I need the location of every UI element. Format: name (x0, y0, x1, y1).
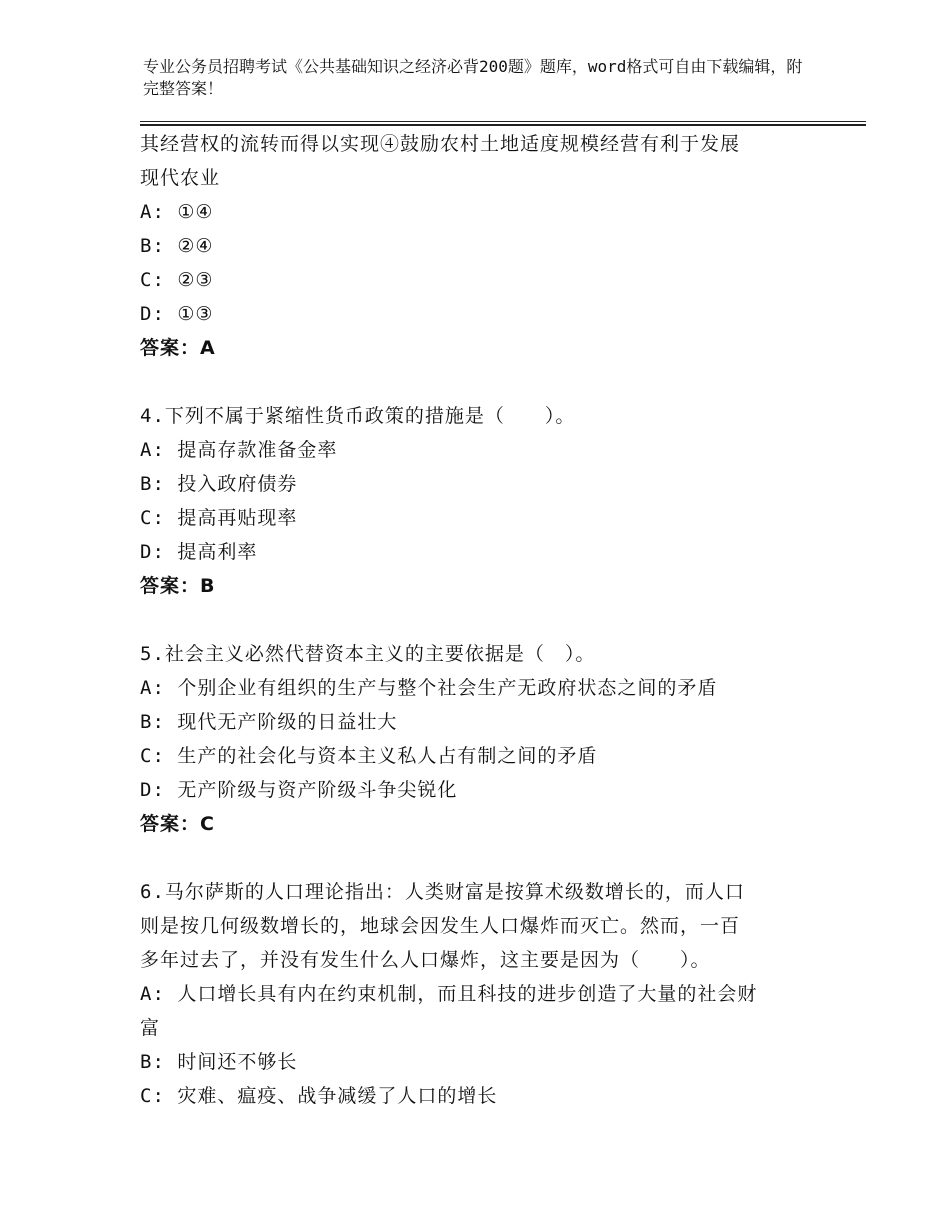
question-6-stem-line: 6.马尔萨斯的人口理论指出：人类财富是按算术级数增长的，而人口 (140, 881, 745, 903)
option-a: A: ①④ (140, 201, 214, 223)
question-stem-line: 现代农业 (140, 167, 221, 189)
option-a: A: 人口增长具有内在约束机制，而且科技的进步创造了大量的社会财 (140, 983, 758, 1005)
answer-line: 答案：B (140, 575, 216, 597)
option-d: D: ①③ (140, 303, 214, 325)
option-b: B: 时间还不够长 (140, 1051, 298, 1073)
option-c: C: 灾难、瘟疫、战争减缓了人口的增长 (140, 1085, 498, 1107)
option-d: D: 无产阶级与资产阶级斗争尖锐化 (140, 779, 458, 801)
option-a: A: 提高存款准备金率 (140, 439, 338, 461)
page-header: 专业公务员招聘考试《公共基础知识之经济必背200题》题库，word格式可自由下载编辑，附完整答案！ (143, 57, 803, 98)
header-rule-thick (140, 124, 866, 126)
question-content (140, 127, 830, 1113)
question-stem-line: 其经营权的流转而得以实现④鼓励农村土地适度规模经营有利于发展 (140, 133, 741, 155)
spacer (140, 841, 830, 875)
spacer (140, 365, 830, 399)
option-a: A: 个别企业有组织的生产与整个社会生产无政府状态之间的矛盾 (140, 677, 718, 699)
option-c: C: 提高再贴现率 (140, 507, 298, 529)
header-rule-thin (140, 121, 866, 122)
question-5-stem: 5.社会主义必然代替资本主义的主要依据是（ ）。 (140, 643, 596, 665)
option-a-continued: 富 (140, 1017, 161, 1039)
option-c: C: 生产的社会化与资本主义私人占有制之间的矛盾 (140, 745, 598, 767)
option-b: B: ②④ (140, 235, 214, 257)
answer-line: 答案：C (140, 813, 215, 835)
question-6-stem-line: 多年过去了，并没有发生什么人口爆炸，这主要是因为（ ）。 (140, 949, 711, 971)
option-b: B: 投入政府债券 (140, 473, 298, 495)
option-d: D: 提高利率 (140, 541, 258, 563)
option-b: B: 现代无产阶级的日益壮大 (140, 711, 398, 733)
option-c: C: ②③ (140, 269, 214, 291)
spacer (140, 603, 830, 637)
answer-line: 答案：A (140, 337, 216, 359)
question-4-stem: 4.下列不属于紧缩性货币政策的措施是（ ）。 (140, 405, 576, 427)
question-6-stem-line: 则是按几何级数增长的，地球会因发生人口爆炸而灭亡。然而，一百 (140, 915, 741, 937)
